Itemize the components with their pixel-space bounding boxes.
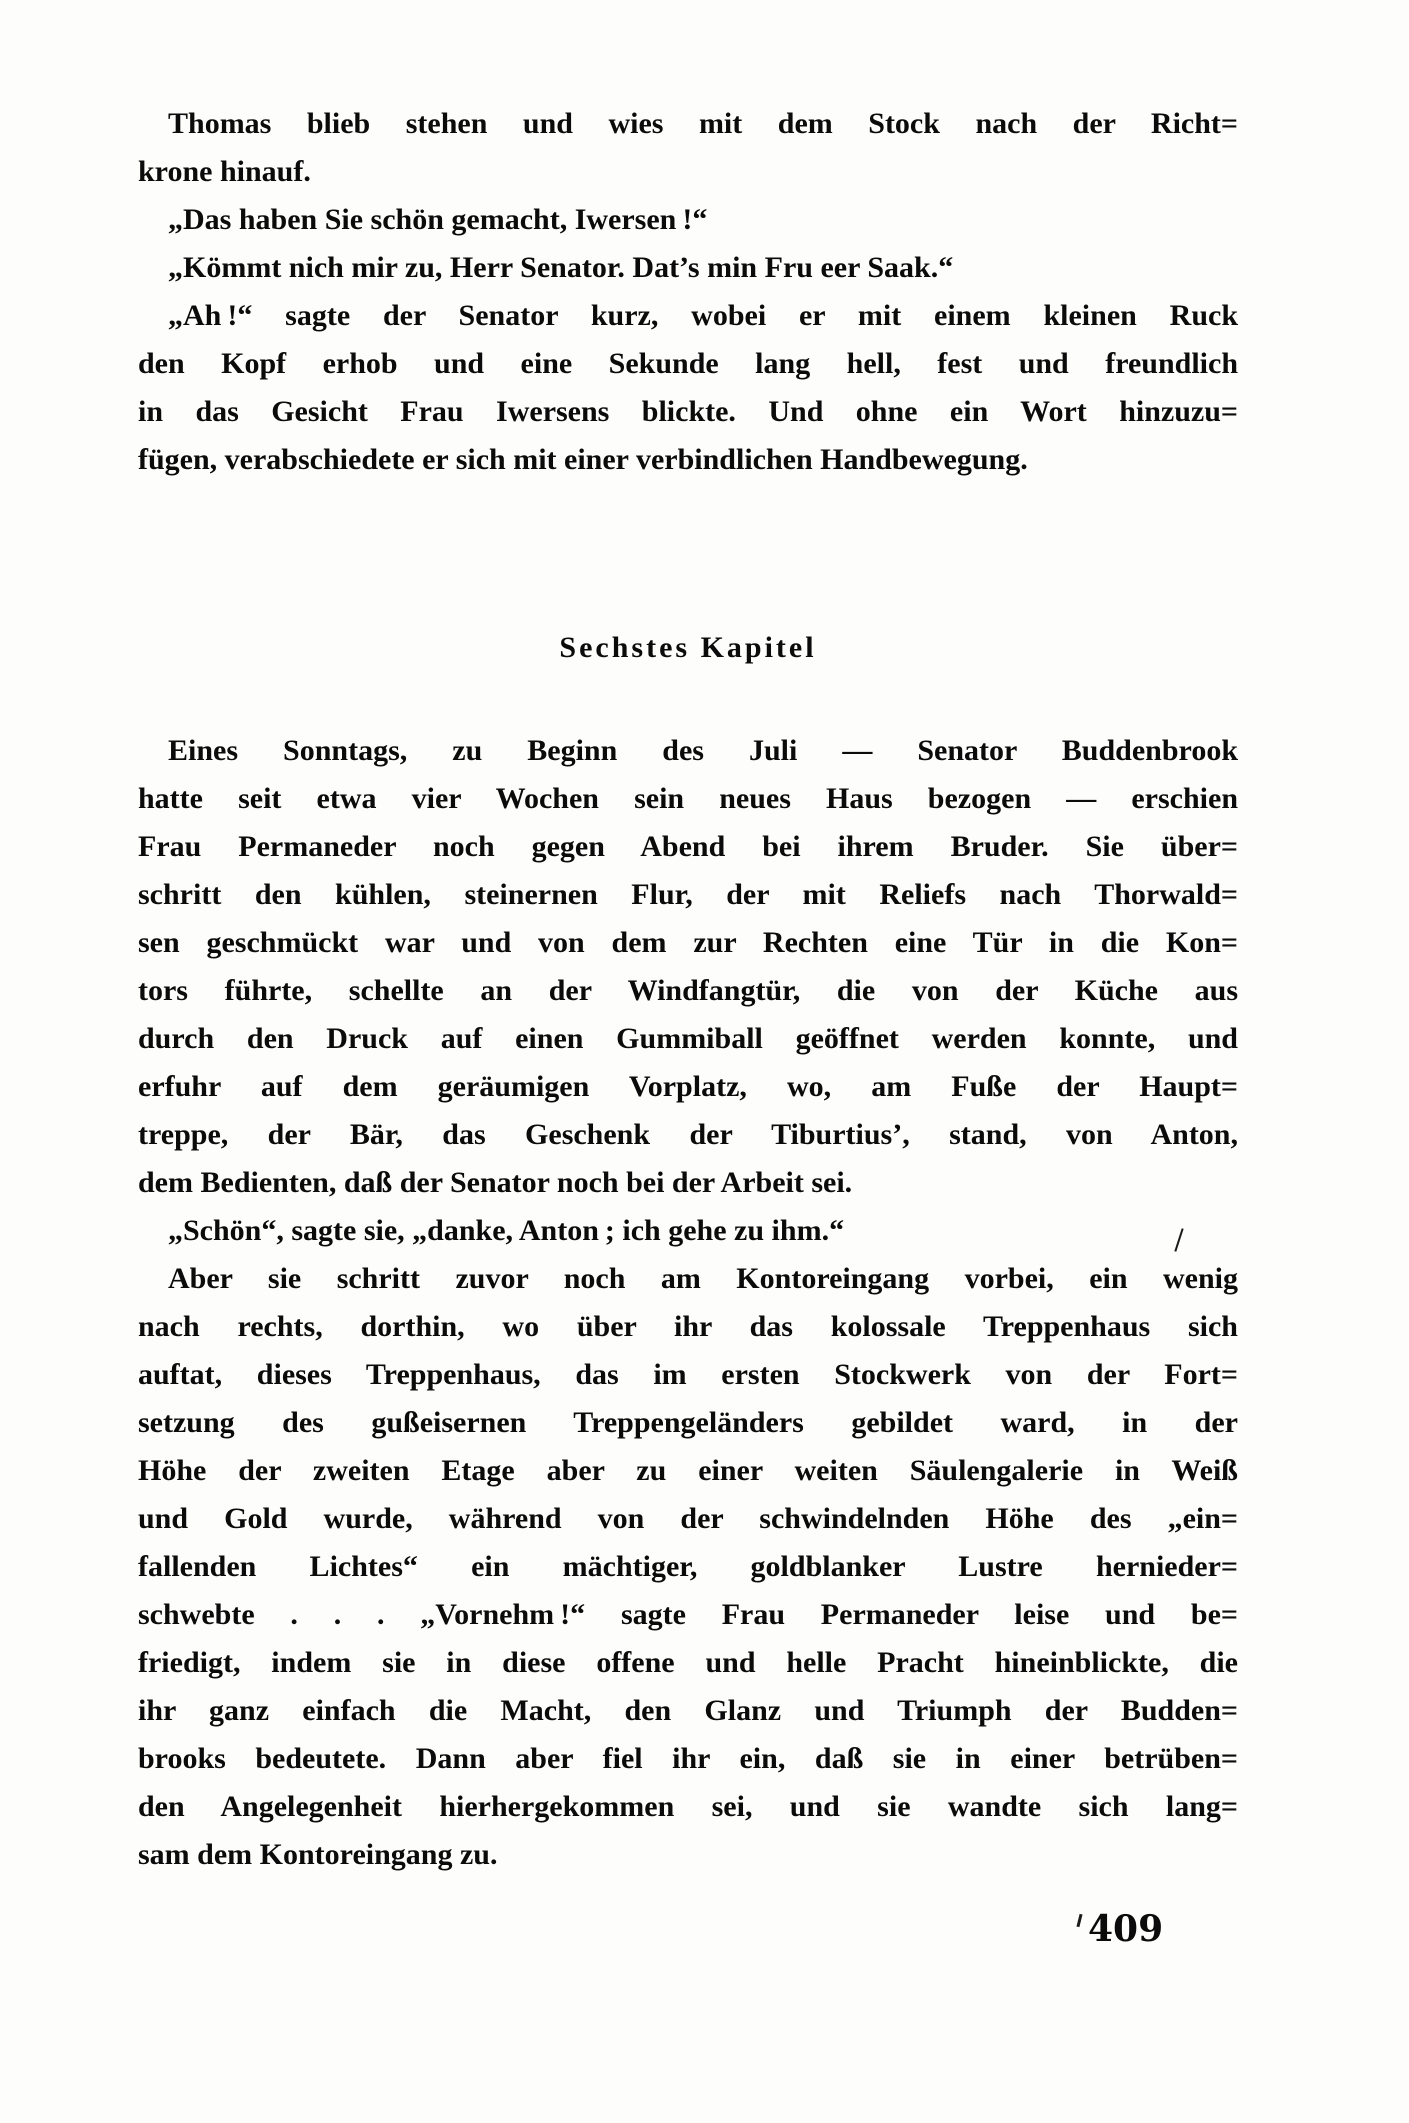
text-line: hatte seit etwa vier Wochen sein neues Haus bezogen — erschien — [138, 782, 1238, 815]
page-text — [138, 100, 1238, 1879]
text-line: schritt den kühlen, steinernen Flur, der mit Reliefs nach Thorwald= — [138, 878, 1238, 911]
text-line: krone hinauf. — [138, 155, 311, 188]
text-line: friedigt, indem sie in diese offene und helle Pracht hineinblickte, die — [138, 1646, 1238, 1679]
text-line: „Kömmt nich mir zu, Herr Senator. Dat’s min Fru eer Saak.“ — [168, 251, 954, 284]
page-number: 409 — [1088, 1908, 1164, 1950]
text-line: in das Gesicht Frau Iwersens blickte. Und ohne ein Wort hinzuzu= — [138, 395, 1238, 428]
text-line: ihr ganz einfach die Macht, den Glanz und Triumph der Budden= — [138, 1694, 1238, 1727]
text-line: „Ah !“ sagte der Senator kurz, wobei er mit einem kleinen Ruck — [168, 299, 1238, 332]
text-line: sen geschmückt war und von dem zur Rechten eine Tür in die Kon= — [138, 926, 1238, 959]
text-line: auftat, dieses Treppenhaus, das im ersten Stockwerk von der Fort= — [138, 1358, 1238, 1391]
text-line: „Das haben Sie schön gemacht, Iwersen !“ — [168, 203, 708, 236]
text-line: sam dem Kontoreingang zu. — [138, 1838, 498, 1871]
text-line: den Kopf erhob und eine Sekunde lang hell, fest und freundlich — [138, 347, 1238, 380]
text-line: brooks bedeutete. Dann aber fiel ihr ein, daß sie in einer betrüben= — [138, 1742, 1238, 1775]
text-line: und Gold wurde, während von der schwindelnden Höhe des „ein= — [138, 1502, 1238, 1535]
text-line: Aber sie schritt zuvor noch am Kontoreingang vorbei, ein wenig — [168, 1262, 1238, 1295]
text-line: nach rechts, dorthin, wo über ihr das kolossale Treppenhaus sich — [138, 1310, 1238, 1343]
text-line: tors führte, schellte an der Windfangtür, die von der Küche aus — [138, 974, 1238, 1007]
text-line: Höhe der zweiten Etage aber zu einer weiten Säulengalerie in Weiß — [138, 1454, 1238, 1487]
text-line: dem Bedienten, daß der Senator noch bei der Arbeit sei. — [138, 1166, 853, 1199]
text-line: setzung des gußeisernen Treppengeländers gebildet ward, in der — [138, 1406, 1238, 1439]
text-line: Frau Permaneder noch gegen Abend bei ihrem Bruder. Sie über= — [138, 830, 1238, 863]
text-line: treppe, der Bär, das Geschenk der Tiburtius’, stand, von Anton, — [138, 1118, 1238, 1151]
text-line: Thomas blieb stehen und wies mit dem Stock nach der Richt= — [168, 107, 1238, 140]
text-line: fallenden Lichtes“ ein mächtiger, goldblanker Lustre hernieder= — [138, 1550, 1238, 1583]
ink-speck — [1076, 1914, 1082, 1927]
text-line: durch den Druck auf einen Gummiball geöffnet werden konnte, und — [138, 1022, 1238, 1055]
text-line: schwebte . . . „Vornehm !“ sagte Frau Permaneder leise und be= — [138, 1598, 1238, 1631]
text-line: „Schön“, sagte sie, „danke, Anton ; ich gehe zu ihm.“ — [168, 1214, 845, 1247]
text-line: Eines Sonntags, zu Beginn des Juli — Senator Buddenbrook — [168, 734, 1238, 767]
chapter-heading: Sechstes Kapitel — [559, 631, 817, 664]
text-line: erfuhr auf dem geräumigen Vorplatz, wo, am Fuße der Haupt= — [138, 1070, 1238, 1103]
text-line: fügen, verabschiedete er sich mit einer verbindlichen Handbewegung. — [138, 443, 1028, 476]
text-line: den Angelegenheit hierhergekommen sei, und sie wandte sich lang= — [138, 1790, 1238, 1823]
